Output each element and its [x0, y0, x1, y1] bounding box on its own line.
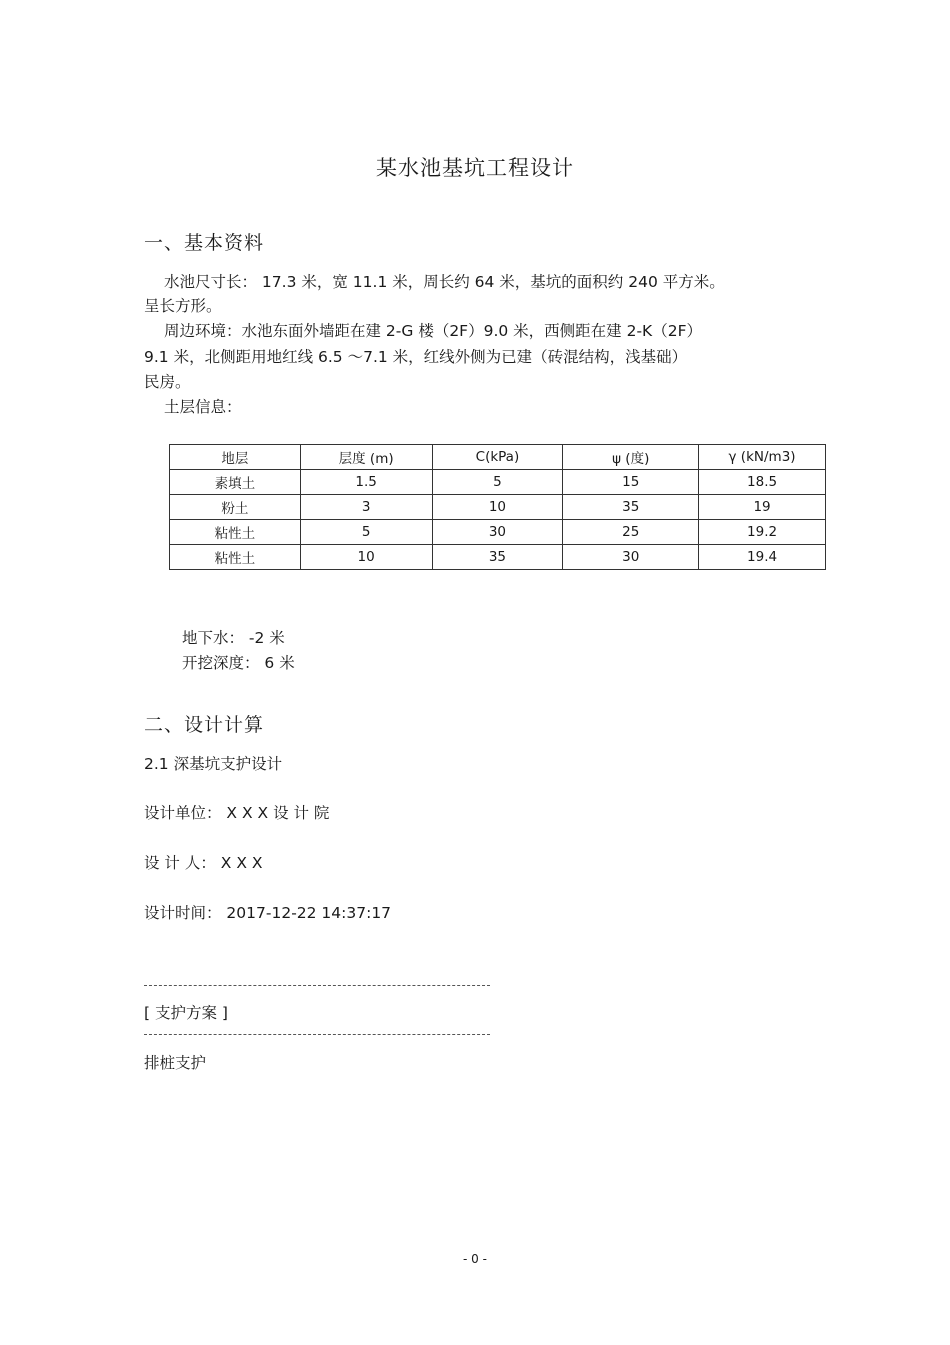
section-heading-basic-info: 一、基本资料	[144, 232, 265, 254]
paragraph-surroundings-cont: 9.1 米，北侧距用地红线 6.5 ～7.1 米，红线外侧为已建（砖混结构，浅基础）	[144, 348, 688, 366]
table-cell: 粉土	[170, 495, 301, 520]
header-thickness: 层度 (m)	[300, 445, 432, 470]
table-cell: 18.5	[699, 470, 826, 495]
header-friction-angle: ψ (度)	[563, 445, 699, 470]
scheme-label: [ 支护方案 ]	[144, 1004, 228, 1022]
header-unit-weight: γ (kN/m3)	[699, 445, 826, 470]
table-cell: 19.4	[699, 545, 826, 570]
document-title: 某水池基坑工程设计	[376, 156, 574, 180]
table-cell: 3	[300, 495, 432, 520]
designer: 设 计 人： X X X	[144, 854, 263, 872]
table-cell: 19	[699, 495, 826, 520]
paragraph-pool-size: 水池尺寸长： 17.3 米，宽 11.1 米，周长约 64 米，基坑的面积约 240 平方米。	[164, 273, 725, 291]
table-cell: 5	[432, 470, 563, 495]
groundwater-level: 地下水： -2 米	[182, 629, 285, 647]
table-cell: 5	[300, 520, 432, 545]
table-cell: 25	[563, 520, 699, 545]
table-cell: 30	[432, 520, 563, 545]
table-cell: 19.2	[699, 520, 826, 545]
table-row	[170, 520, 826, 545]
table-header-row	[170, 445, 826, 470]
table-cell: 1.5	[300, 470, 432, 495]
table-cell: 35	[432, 545, 563, 570]
subsection-heading: 2.1 深基坑支护设计	[144, 755, 283, 773]
paragraph-surroundings: 周边环境：水池东面外墙距在建 2-G 楼（2F）9.0 米，西侧距在建 2-K（2F）	[164, 322, 702, 340]
excavation-depth: 开挖深度： 6 米	[182, 654, 295, 672]
table-cell: 粘性土	[170, 545, 301, 570]
table-cell: 10	[432, 495, 563, 520]
header-cohesion: C(kPa)	[432, 445, 563, 470]
section-heading-design-calc: 二、设计计算	[144, 714, 265, 736]
table-cell: 30	[563, 545, 699, 570]
paragraph-surroundings-end: 民房。	[144, 373, 191, 391]
header-layer: 地层	[170, 445, 301, 470]
paragraph-pool-shape: 呈长方形。	[144, 297, 222, 315]
table-row	[170, 495, 826, 520]
soil-layer-table	[169, 444, 826, 570]
design-time: 设计时间： 2017-12-22 14:37:17	[144, 904, 392, 922]
table-cell: 10	[300, 545, 432, 570]
design-unit: 设计单位： X X X 设 计 院	[144, 804, 330, 822]
divider-bottom	[144, 1034, 490, 1035]
table-cell: 素填土	[170, 470, 301, 495]
table-cell: 35	[563, 495, 699, 520]
table-row	[170, 470, 826, 495]
page-number: - 0 -	[463, 1252, 487, 1266]
soil-info-label: 土层信息：	[164, 398, 242, 416]
scheme-value: 排桩支护	[144, 1054, 207, 1072]
divider-top	[144, 985, 490, 986]
table-cell: 15	[563, 470, 699, 495]
table-row	[170, 545, 826, 570]
table-cell: 粘性土	[170, 520, 301, 545]
